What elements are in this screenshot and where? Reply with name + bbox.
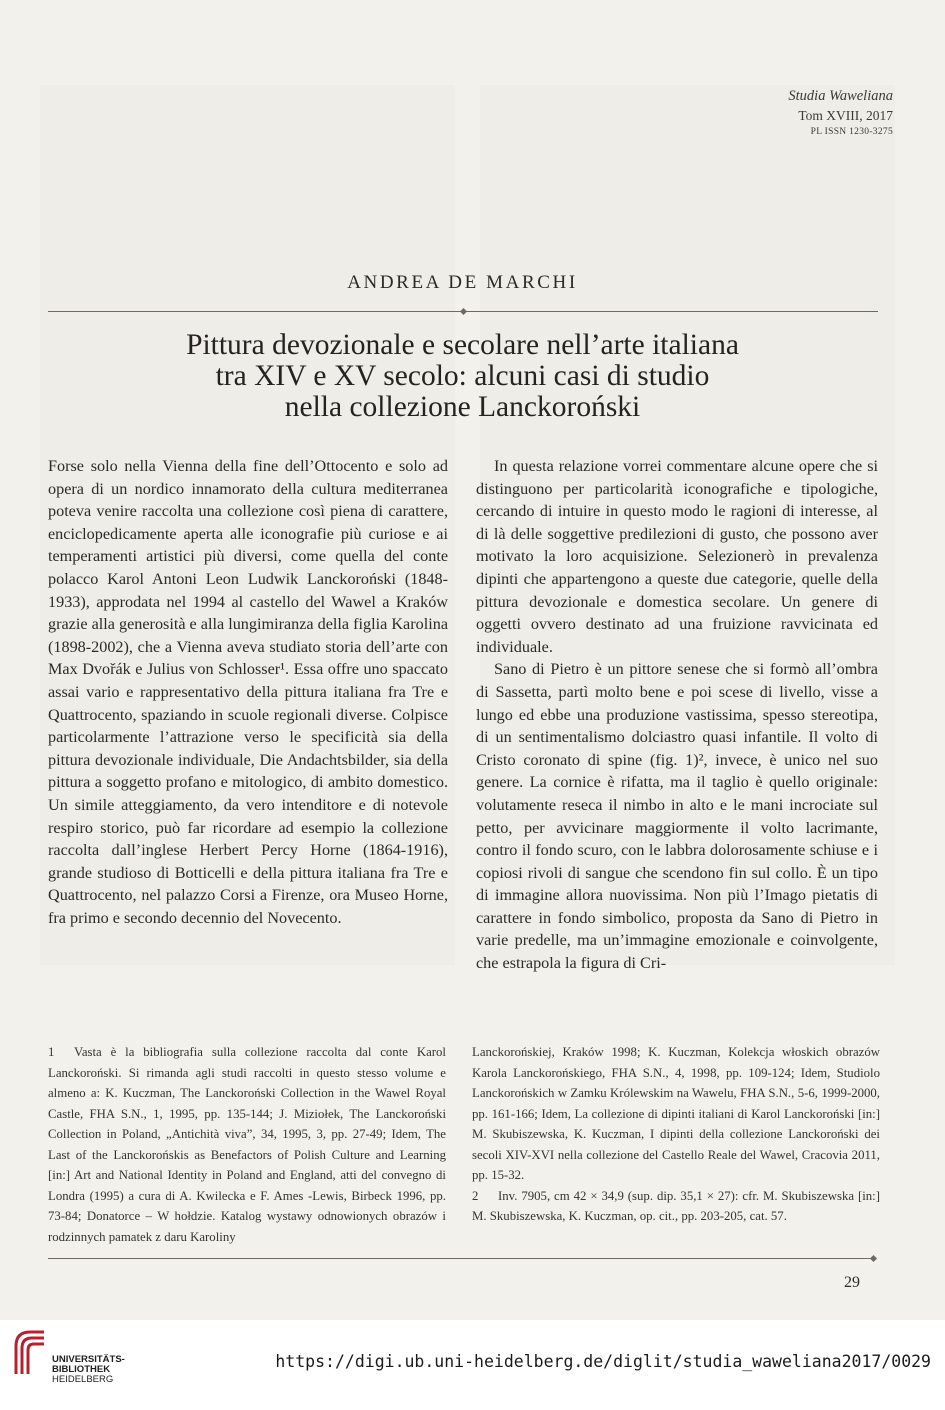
article-author: ANDREA DE MARCHI <box>347 272 578 293</box>
library-line-1: UNIVERSITÄTS- <box>52 1354 125 1365</box>
body-paragraph-3: Sano di Pietro è un pittore senese che si formò all’ombra di Sassetta, partì molto bene e poi scese di livello, visse a lungo ed ebbe una produzione vastissima, spesso stereotipa, di un sentimentalismo dolciastro quasi infantile. Il volto di Cristo coronato di spine (fig. 1)², invece, è unico nel suo genere. La cornice è rifatta, ma il taglio è quello originale: volutamente reseca il nimbo in alto e le mani incrociate sul petto, per avvicinare maggiormente il volto lacrimante, contro il fondo scuro, con le labbra dolorosamente schiuse e i copiosi rivoli di sangue che scendono fin sul collo. È un tipo di immagine allora nuovissima. Non più l’Imago pietatis di carattere in fondo simbolico, proposta da Sano di Pietro in varie predelle, ma un’immagine emozionale e coinvolgente, che estrapola la figura di Cri- <box>476 660 878 973</box>
library-line-3: HEIDELBERG <box>52 1374 114 1385</box>
footnotes-right <box>472 1042 880 1227</box>
article-title <box>0 330 925 423</box>
journal-volume: Tom XVIII, 2017 <box>798 108 893 123</box>
title-line-2: tra XIV e XV secolo: alcuni casi di studio <box>215 360 710 392</box>
page-number: 29 <box>844 1274 860 1291</box>
footnote-number: 2 <box>472 1188 479 1203</box>
diamond-ornament-icon <box>460 308 467 315</box>
body-column-left <box>48 455 448 929</box>
title-line-3: nella collezione Lanckoroński <box>284 391 641 423</box>
journal-name: Studia Waweliana <box>788 88 893 104</box>
footnotes-left <box>48 1042 446 1247</box>
footnote-text: Inv. 7905, cm 42 × 34,9 (sup. dip. 35,1 × 27): cfr. M. Skubiszewska [in:] M. Skubiszewska, K. Kuczman, op. cit., pp. 203-205, cat. 57. <box>472 1188 880 1223</box>
journal-issn: PL ISSN 1230-3275 <box>810 127 893 137</box>
library-line-2: BIBLIOTHEK <box>52 1364 111 1375</box>
title-line-1: Pittura devozionale e secolare nell’arte italiana <box>186 329 739 361</box>
body-column-right <box>476 455 878 975</box>
body-paragraph-2: In questa relazione vorrei commentare alcune opere che si distinguono per particolarità iconografiche e tipologiche, cercando di intuire in questo modo le ragioni di interesse, al di là delle soggettive predilezioni di gusto, che possono aver motivato la loro acquisizione. Selezionerò in prevalenza dipinti che appartengono a queste due categorie, quelle della pittura devozionale e domestica secolare. Un genere di oggetti ovvero destinato ad una fruizione ravvicinata ed individuale. <box>476 457 878 656</box>
footnote-text: Vasta è la bibliografia sulla collezione raccolta dal conte Karol Lanckoroński. Si rimanda agli studi raccolti in questo stesso volume e almeno a: K. Kuczman, The Lanckoroński Collection in the Wawel Royal Castle, FHA S.N., 1, 1995, pp. 135-144; J. Miziołek, The Lanckoroński Collection in Poland, „Antichità viva”, 34, 1995, 3, pp. 27-49; Idem, The Last of the Lanckorońskis as Benefactors of Polish Culture and Learning [in:] Art and National Identity in Poland and England, atti del convegno di Londra (1995) a cura di A. Kwilecka e F. Ames -Lewis, Birbeck 1996, pp. 73-84; Donatorce – W hołdzie. Katalog wystawy odnowionych obrazów i rodzinnych pamatek z daru Karoliny <box>48 1045 446 1244</box>
footnote-1 <box>48 1042 446 1247</box>
footnote-1-continued: Lanckorońskiej, Kraków 1998; K. Kuczman, Kolekcja włoskich obrazów Karola Lanckorońskiego, FHA S.N., 4, 1998, pp. 109-124; Idem, Studiolo Lanckorońskich w Zamku Królewskim na Wawelu, FHA S.N., 5-6, 1999-2000, pp. 161-166; Idem, La collezione di dipinti italiani di Karol Lanckoroński [in:] M. Skubiszewska, K. Kuczman, I dipinti della collezione Lanckoroński dei secoli XIV-XVI nella collezione del Castello Reale del Wawel, Cracovia 2011, pp. 15-32. <box>472 1045 880 1182</box>
diamond-ornament-icon <box>870 1255 877 1262</box>
library-name <box>52 1355 125 1385</box>
permalink-url[interactable]: https://digi.ub.uni-heidelberg.de/diglit/studia_waweliana2017/0029 <box>275 1352 931 1371</box>
footnote-number: 1 <box>48 1045 55 1059</box>
ub-heidelberg-logo-icon[interactable] <box>12 1328 48 1376</box>
body-paragraph-1: Forse solo nella Vienna della fine dell’Ottocento e solo ad opera di un nordico innamorato della cultura mediterranea poteva venire raccolta una collezione così piena di carattere, enciclopedicamente aperta alle iconografie più curiose e ai temperamenti artistici più diversi, come quella del conte polacco Karol Antoni Leon Ludwik Lanckoroński (1848-1933), approdata nel 1994 al castello del Wawel a Kraków grazie alla generosità e alla lungimiranza della figlia Karolina (1898-2002), che a Vienna aveva studiato storia dell’arte con Max Dvořák e Julius von Schlosser¹. Essa offre uno spaccato assai vario e rappresentativo della pittura italiana fra Tre e Quattrocento, spaziando in scuole regionali diverse. Colpisce particolarmente l’attrazione verso le specificità sia della pittura devozionale individuale, Die Andachtsbilder, sia della pittura a soggetto profano e mitologico, di ambito domestico. Un simile atteggiamento, da vero intenditore e di notevole respiro storico, può far ricordare ad esempio la collezione raccolta dall’inglese Herbert Percy Horne (1864-1916), grande studioso di Botticelli e della pittura italiana fra Tre e Quattrocento, nel palazzo Corsi a Firenze, ora Museo Horne, fra primo e secondo decennio del Novecento. <box>48 457 449 927</box>
footnote-2 <box>472 1186 880 1227</box>
footer-rule <box>48 1258 874 1259</box>
